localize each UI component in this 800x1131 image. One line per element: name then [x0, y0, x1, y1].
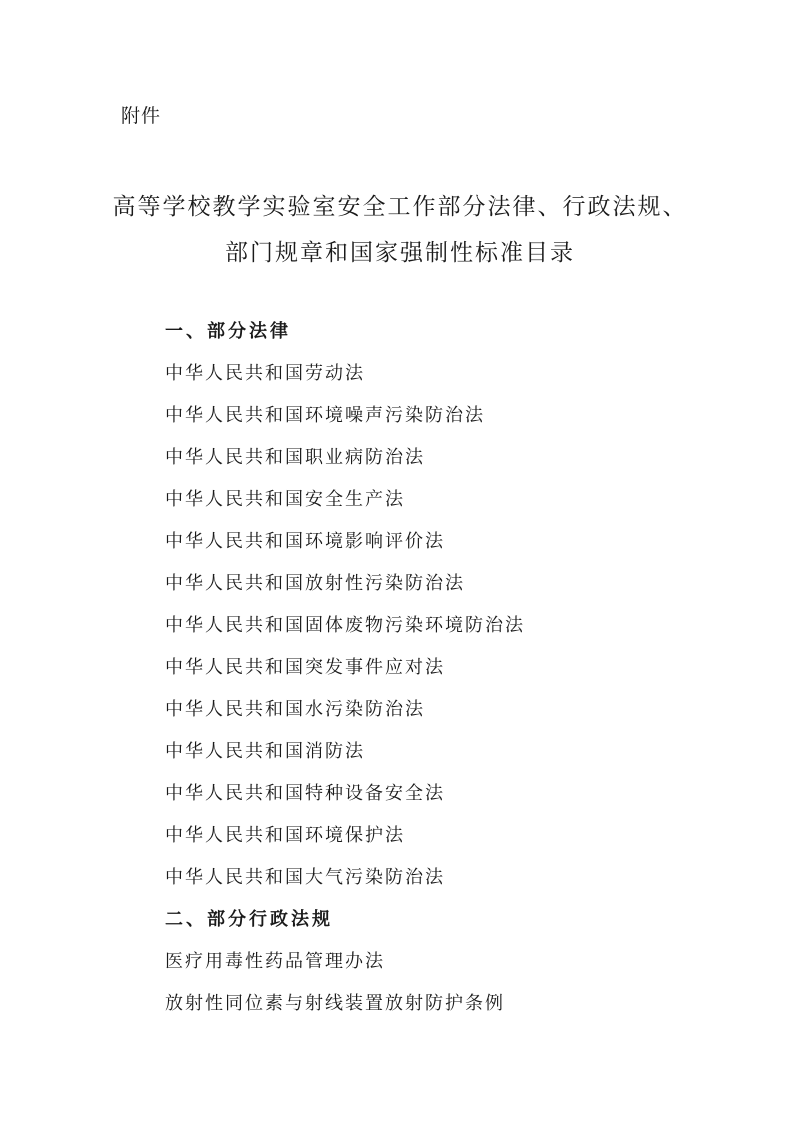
list-item: 中华人民共和国固体废物污染环境防治法 [165, 615, 525, 636]
list-item: 中华人民共和国职业病防治法 [165, 447, 425, 468]
list-item: 中华人民共和国消防法 [165, 741, 365, 762]
list-item: 中华人民共和国环境影响评价法 [165, 531, 445, 552]
list-item: 中华人民共和国环境噪声污染防治法 [165, 405, 485, 426]
list-item: 中华人民共和国安全生产法 [165, 489, 405, 510]
list-item: 中华人民共和国特种设备安全法 [165, 783, 445, 804]
list-item: 中华人民共和国突发事件应对法 [165, 657, 445, 678]
section-heading-administrative-regulations: 二、部分行政法规 [165, 909, 333, 930]
list-item: 放射性同位素与射线装置放射防护条例 [165, 993, 505, 1014]
section-heading-laws: 一、部分法律 [165, 321, 291, 342]
list-item: 中华人民共和国环境保护法 [165, 825, 405, 846]
attachment-label: 附件 [121, 105, 162, 127]
list-item: 中华人民共和国放射性污染防治法 [165, 573, 465, 594]
list-item: 医疗用毒性药品管理办法 [165, 951, 385, 972]
list-item: 中华人民共和国劳动法 [165, 363, 365, 384]
list-item: 中华人民共和国大气污染防治法 [165, 867, 445, 888]
document-title-line-1: 高等学校教学实验室安全工作部分法律、行政法规、 [112, 194, 688, 220]
regulation-list [165, 311, 725, 1025]
document-title-line-2: 部门规章和国家强制性标准目录 [225, 240, 575, 266]
list-item: 中华人民共和国水污染防治法 [165, 699, 425, 720]
